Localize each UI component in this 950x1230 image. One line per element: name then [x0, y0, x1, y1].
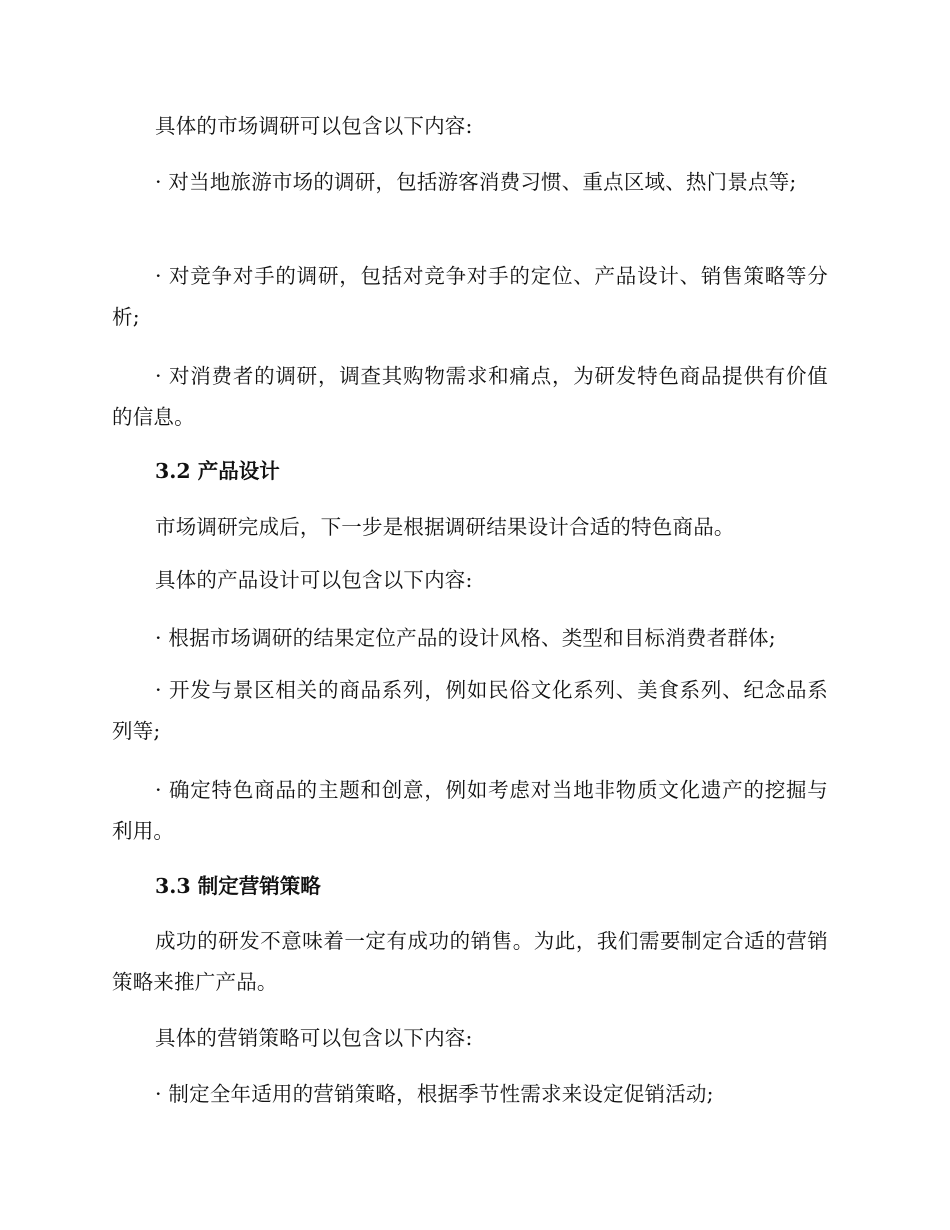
section-heading-3-3: 3.3 制定营销策略 — [155, 874, 321, 898]
paragraph-marketing-necessity: 成功的研发不意味着一定有成功的销售。为此，我们需要制定合适的营销策略来推广产品。 — [112, 929, 828, 994]
bullet-tourism-market: · 对当地旅游市场的调研，包括游客消费习惯、重点区域、热门景点等; — [155, 170, 797, 194]
bullet-consumer-research: · 对消费者的调研，调查其购物需求和痛点，为研发特色商品提供有价值的信息。 — [112, 364, 828, 429]
paragraph-marketing-intro: 具体的营销策略可以包含以下内容: — [155, 1026, 473, 1050]
bullet-annual-marketing: · 制定全年适用的营销策略，根据季节性需求来设定促销活动; — [155, 1082, 714, 1106]
paragraph-product-design-next-step: 市场调研完成后，下一步是根据调研结果设计合适的特色商品。 — [155, 515, 735, 539]
bullet-product-series: · 开发与景区相关的商品系列，例如民俗文化系列、美食系列、纪念品系列等; — [112, 678, 828, 743]
bullet-competitor-research: · 对竞争对手的调研，包括对竞争对手的定位、产品设计、销售策略等分析; — [112, 264, 828, 329]
bullet-design-positioning: · 根据市场调研的结果定位产品的设计风格、类型和目标消费者群体; — [155, 626, 776, 650]
bullet-theme-creativity: · 确定特色商品的主题和创意，例如考虑对当地非物质文化遗产的挖掘与利用。 — [112, 778, 828, 843]
paragraph-product-design-intro: 具体的产品设计可以包含以下内容: — [155, 568, 473, 592]
section-heading-3-2: 3.2 产品设计 — [155, 459, 280, 483]
paragraph-market-research-intro: 具体的市场调研可以包含以下内容: — [155, 114, 473, 138]
